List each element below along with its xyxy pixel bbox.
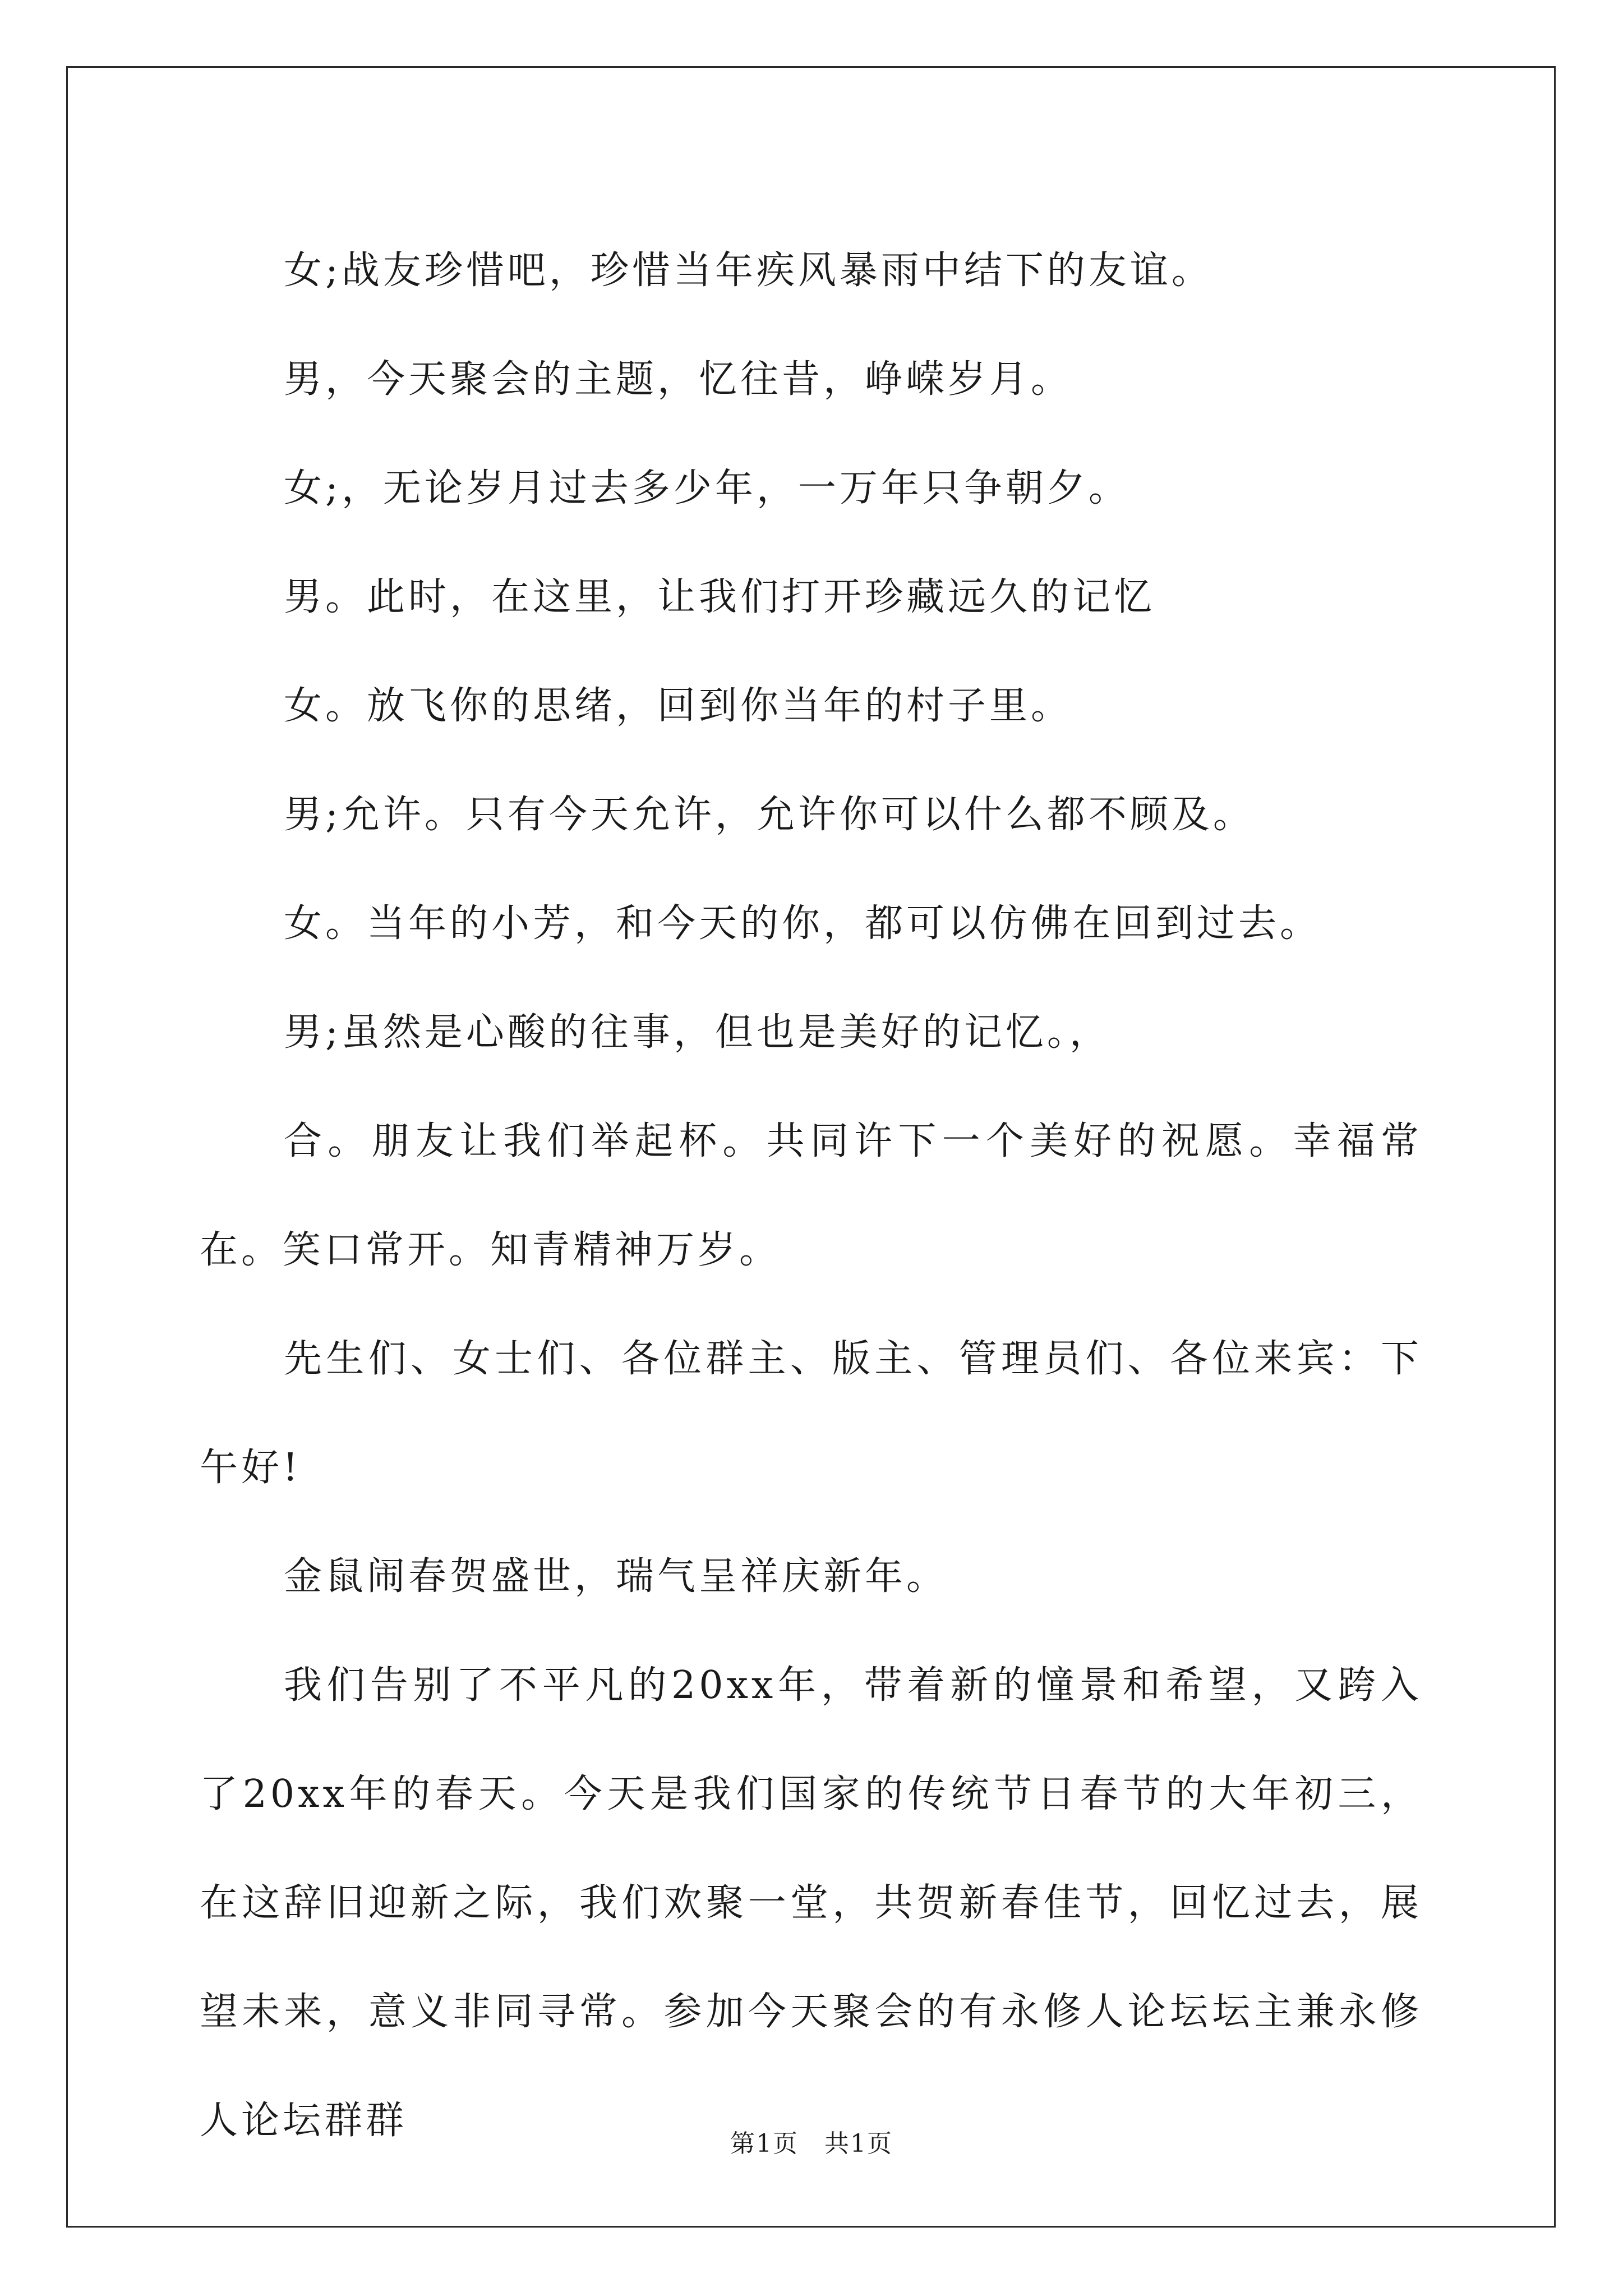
- paragraph: 男。此时，在这里，让我们打开珍藏远久的记忆: [284, 575, 1156, 619]
- paragraph: 男;允许。只有今天允许，允许你可以什么都不顾及。: [284, 793, 1255, 837]
- paragraph: 男;虽然是心酸的往事，但也是美好的记忆。，: [284, 1010, 1111, 1055]
- paragraph: 金鼠闹春贺盛世，瑞气呈祥庆新年。: [284, 1554, 948, 1599]
- paragraph: 合。朋友让我们举起杯。共同许下一个美好的祝愿。幸福常在。笑口常开。知青精神万岁。: [200, 1119, 1422, 1272]
- document-body: [200, 217, 1422, 2175]
- paragraph: 男，今天聚会的主题，忆往昔，峥嵘岁月。: [284, 357, 1073, 402]
- paragraph: 女;，无论岁月过去多少年，一万年只争朝夕。: [284, 466, 1130, 510]
- paragraph: 女。当年的小芳，和今天的你，都可以仿佛在回到过去。: [284, 901, 1322, 946]
- paragraph: 先生们、女士们、各位群主、版主、管理员们、各位来宾：下午好!: [200, 1337, 1422, 1490]
- paragraph: 我们告别了不平凡的20xx年，带着新的憧景和希望，又跨入了20xx年的春天。今天是我们国家的传统节日春节的大年初三，在这辞旧迎新之际，我们欢聚一堂，共贺新春佳节，回忆过去，展望未来，意义非同寻常。参加今天聚会的有永修人论坛坛主兼永修人论坛群群: [200, 1663, 1422, 2143]
- paragraph: 女;战友珍惜吧，珍惜当年疾风暴雨中结下的友谊。: [284, 249, 1213, 293]
- paragraph: 女。放飞你的思绪，回到你当年的村子里。: [284, 684, 1073, 728]
- page-footer: 第1页 共1页: [730, 2129, 893, 2158]
